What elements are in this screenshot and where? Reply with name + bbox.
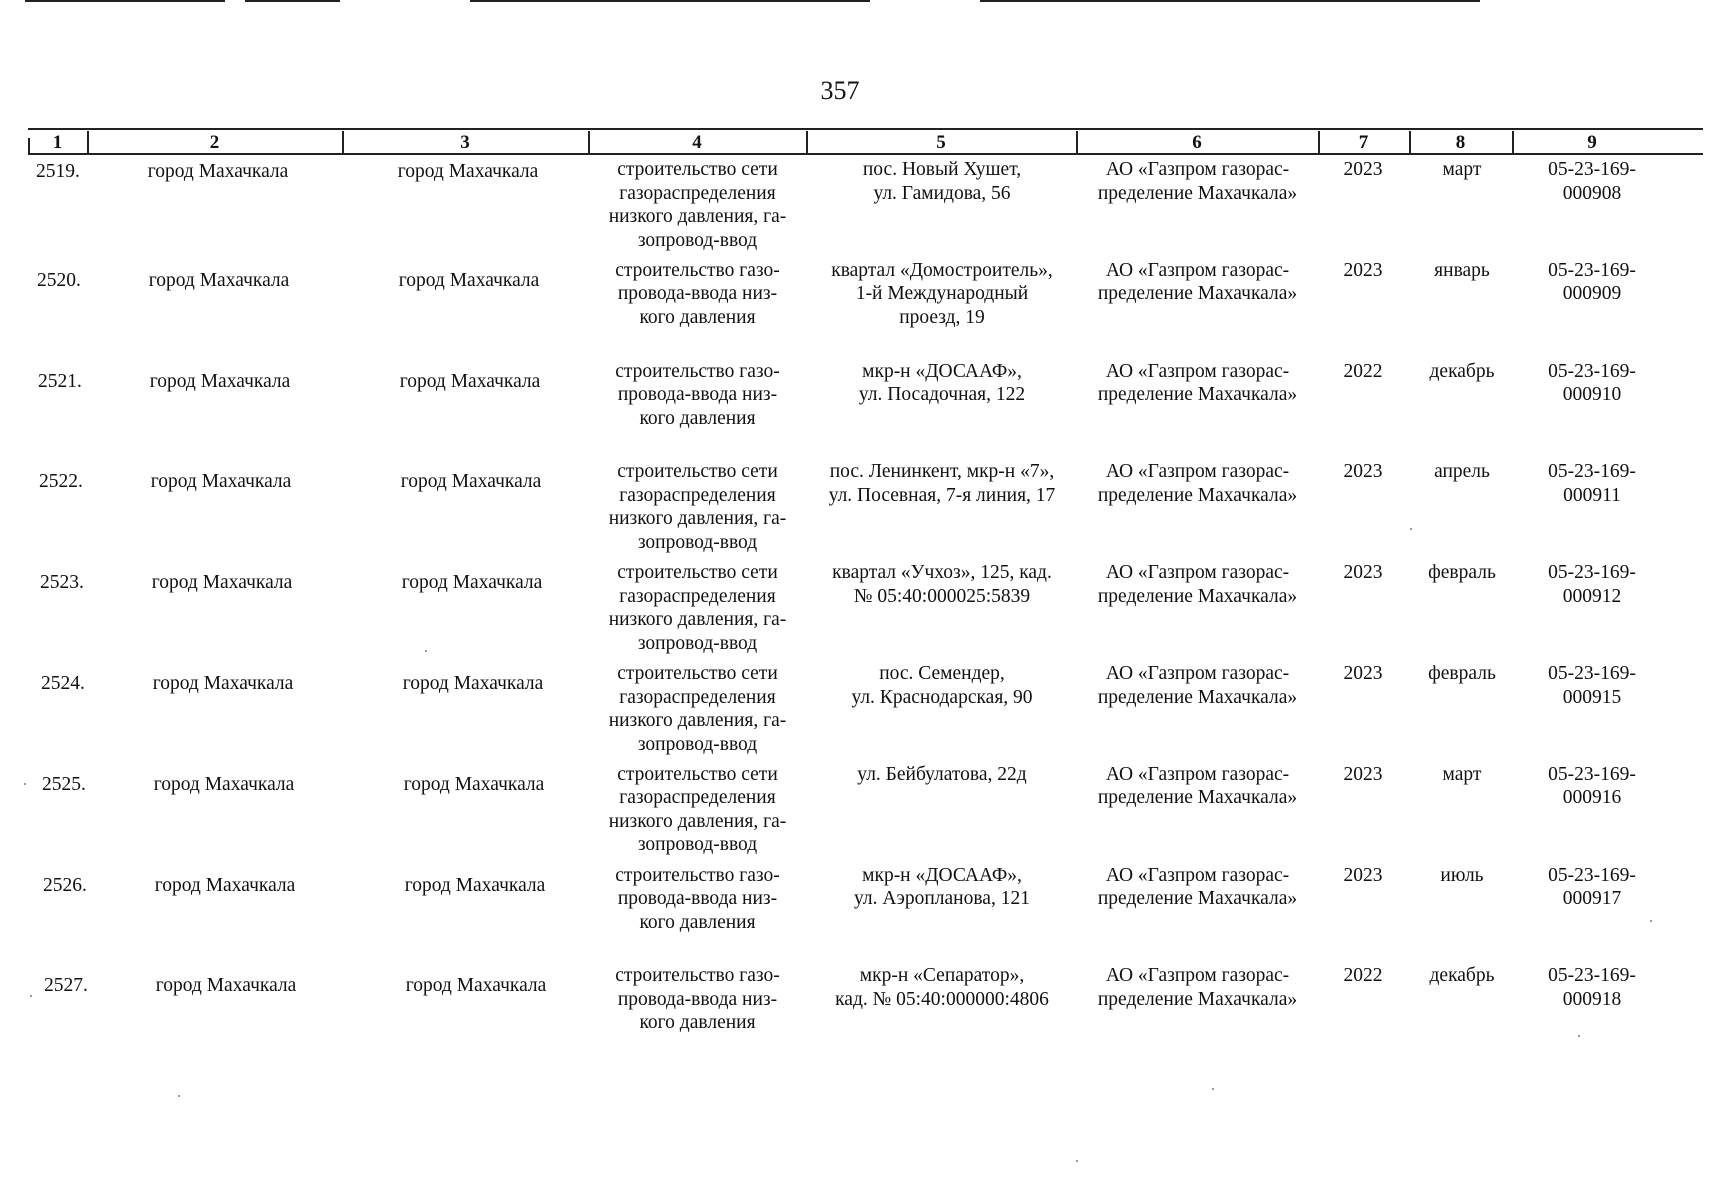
scan-edge-mark	[980, 0, 1480, 2]
scan-speck	[1650, 920, 1652, 922]
settlement-cell: город Махачкала	[402, 673, 544, 694]
work-type-cell-line: газораспределения	[619, 182, 776, 204]
settlement-cell: город Махачкала	[399, 370, 541, 392]
municipality-cell: город Махачкала	[154, 874, 296, 896]
year-cell: 2022	[1343, 360, 1383, 382]
organization-cell	[1080, 964, 1315, 1011]
work-type-cell-line: строительство газо-	[615, 360, 780, 382]
code-cell-line: 05-23-169-	[1548, 562, 1636, 584]
header-cell-9: 9	[1587, 132, 1597, 153]
table-row	[0, 158, 1715, 259]
organization-cell	[1080, 158, 1315, 205]
work-type-cell-line: зопровод-ввод	[637, 531, 758, 553]
organization-cell-line: АО «Газпром газорас-	[1105, 461, 1290, 483]
organization-cell-line: пределение Махачкала»	[1097, 384, 1298, 406]
code-cell-line: 000917	[1562, 888, 1622, 910]
header-cell-8: 8	[1455, 132, 1466, 153]
settlement-cell: город Махачкала	[403, 773, 545, 795]
code-cell-line: 000910	[1562, 384, 1622, 406]
address-cell	[812, 864, 1072, 911]
work-type-cell-line: газораспределения	[619, 686, 776, 708]
work-type-cell-line: низкого давления, га-	[608, 508, 787, 530]
address-cell	[812, 460, 1072, 507]
code-cell-line: 000909	[1562, 283, 1622, 305]
work-type-cell-line: строительство сети	[617, 461, 778, 483]
organization-cell-line: пределение Махачкала»	[1097, 787, 1298, 809]
address-cell-line: квартал «Учхоз», 125, кад.	[832, 562, 1052, 584]
scan-speck	[1076, 1160, 1078, 1162]
address-cell	[812, 360, 1072, 407]
work-type-cell-line: строительство газо-	[615, 864, 780, 886]
code-cell-line: 000915	[1562, 686, 1622, 708]
organization-cell-line: АО «Газпром газорас-	[1105, 360, 1290, 382]
row-number: 2526.	[43, 874, 87, 896]
work-type-cell-line: газораспределения	[619, 585, 776, 607]
organization-cell	[1080, 259, 1315, 306]
code-cell-line: 05-23-169-	[1548, 259, 1636, 281]
work-type-cell-line: провода-ввода низ-	[617, 888, 778, 910]
work-type-cell-line: провода-ввода низ-	[617, 384, 778, 406]
month-cell: январь	[1434, 259, 1490, 281]
month-cell: март	[1442, 159, 1482, 180]
year-cell: 2022	[1343, 965, 1383, 987]
work-type-cell-line: строительство сети	[617, 159, 778, 180]
address-cell	[812, 259, 1072, 330]
header-cell-6: 6	[1192, 132, 1202, 153]
header-cell-3: 3	[460, 132, 470, 153]
table-row	[0, 561, 1715, 662]
header-divider	[1409, 131, 1411, 154]
header-divider	[588, 131, 590, 154]
year-cell: 2023	[1343, 461, 1383, 483]
municipality-cell: город Махачкала	[151, 572, 293, 594]
code-cell-line: 000918	[1562, 988, 1622, 1010]
address-cell-line: пос. Новый Хушет,	[862, 159, 1022, 180]
row-number: 2522.	[39, 471, 83, 493]
settlement-cell: город Махачкала	[397, 161, 539, 182]
year-cell: 2023	[1343, 663, 1383, 684]
address-cell-line: пос. Семендер,	[879, 663, 1005, 684]
header-top-rule	[28, 128, 1703, 130]
scan-speck	[1410, 528, 1412, 530]
row-number: 2524.	[41, 673, 85, 694]
code-cell-line: 05-23-169-	[1548, 965, 1636, 987]
organization-cell-line: АО «Газпром газорас-	[1105, 663, 1290, 684]
scan-speck	[24, 783, 26, 785]
header-divider	[1076, 131, 1078, 154]
month-cell: февраль	[1428, 663, 1496, 684]
header-divider	[342, 131, 344, 154]
work-type-cell-line: кого давления	[639, 1012, 756, 1034]
address-cell	[812, 158, 1072, 205]
address-cell-line: ул. Краснодарская, 90	[851, 686, 1033, 708]
header-cell-4: 4	[692, 132, 702, 153]
scan-speck	[425, 650, 427, 652]
work-type-cell-line: низкого давления, га-	[608, 810, 787, 832]
address-cell-line: ул. Аэропланова, 121	[854, 888, 1030, 910]
work-type-cell-line: зопровод-ввод	[637, 733, 758, 755]
organization-cell-line: пределение Махачкала»	[1097, 182, 1298, 204]
table-row	[0, 662, 1715, 763]
code-cell-line: 000916	[1562, 787, 1622, 809]
work-type-cell	[590, 864, 805, 935]
municipality-cell: город Махачкала	[148, 269, 290, 291]
work-type-cell-line: газораспределения	[619, 484, 776, 506]
organization-cell-line: пределение Махачкала»	[1097, 686, 1298, 708]
work-type-cell-line: кого давления	[639, 407, 756, 429]
work-type-cell-line: строительство сети	[617, 763, 778, 785]
work-type-cell	[590, 763, 805, 857]
address-cell	[812, 763, 1072, 787]
settlement-cell: город Махачкала	[401, 572, 543, 594]
address-cell-line: проезд, 19	[899, 306, 985, 328]
table-row	[0, 864, 1715, 965]
table-row	[0, 964, 1715, 1065]
address-cell-line: 1-й Международный	[855, 283, 1029, 305]
address-cell-line: пос. Ленинкент, мкр-н «7»,	[829, 461, 1055, 483]
organization-cell-line: пределение Махачкала»	[1097, 888, 1298, 910]
organization-cell	[1080, 360, 1315, 407]
code-cell-line: 000911	[1563, 484, 1621, 506]
code-cell-line: 05-23-169-	[1548, 763, 1636, 785]
address-cell-line: мкр-н «ДОСААФ»,	[862, 864, 1022, 886]
organization-cell	[1080, 662, 1315, 709]
work-type-cell-line: провода-ввода низ-	[617, 283, 778, 305]
organization-cell	[1080, 763, 1315, 810]
work-type-cell-line: зопровод-ввод	[637, 834, 758, 856]
address-cell-line: № 05:40:000025:5839	[853, 585, 1031, 607]
table-row	[0, 259, 1715, 360]
code-cell	[1512, 360, 1672, 407]
organization-cell-line: АО «Газпром газорас-	[1105, 562, 1290, 584]
header-divider	[806, 131, 808, 154]
address-cell	[812, 561, 1072, 608]
row-number: 2521.	[38, 370, 82, 392]
scan-speck	[30, 995, 32, 997]
organization-cell-line: АО «Газпром газорас-	[1105, 965, 1290, 987]
work-type-cell-line: низкого давления, га-	[608, 710, 787, 731]
work-type-cell	[590, 360, 805, 431]
header-cell-5: 5	[936, 132, 946, 153]
organization-cell	[1080, 561, 1315, 608]
work-type-cell-line: низкого давления, га-	[608, 609, 787, 631]
organization-cell-line: АО «Газпром газорас-	[1105, 159, 1290, 180]
table-row	[0, 360, 1715, 461]
work-type-cell	[590, 662, 805, 756]
work-type-cell-line: зопровод-ввод	[637, 229, 758, 251]
work-type-cell	[590, 259, 805, 330]
work-type-cell-line: строительство газо-	[615, 965, 780, 987]
header-divider	[28, 138, 30, 154]
address-cell	[812, 964, 1072, 1011]
organization-cell-line: пределение Махачкала»	[1097, 283, 1298, 305]
municipality-cell: город Махачкала	[147, 161, 289, 182]
table-row	[0, 763, 1715, 864]
address-cell	[812, 662, 1072, 709]
work-type-cell	[590, 964, 805, 1035]
organization-cell-line: АО «Газпром газорас-	[1105, 259, 1290, 281]
organization-cell-line: пределение Махачкала»	[1097, 484, 1298, 506]
organization-cell	[1080, 460, 1315, 507]
work-type-cell-line: газораспределения	[619, 787, 776, 809]
organization-cell	[1080, 864, 1315, 911]
header-cell-2: 2	[209, 132, 220, 153]
row-number: 2519.	[36, 161, 80, 182]
code-cell-line: 000912	[1562, 585, 1622, 607]
address-cell-line: ул. Бейбулатова, 22д	[857, 763, 1027, 785]
row-number: 2527.	[44, 975, 88, 997]
row-number: 2523.	[40, 572, 84, 594]
year-cell: 2023	[1343, 259, 1383, 281]
month-cell: февраль	[1428, 562, 1496, 584]
code-cell	[1512, 964, 1672, 1011]
address-cell-line: мкр-н «Сепаратор»,	[859, 965, 1025, 987]
code-cell	[1512, 158, 1672, 205]
scan-edge-mark	[25, 0, 225, 2]
address-cell-line: кад. № 05:40:000000:4806	[835, 988, 1049, 1010]
table-row	[0, 460, 1715, 561]
year-cell: 2023	[1343, 562, 1383, 584]
municipality-cell: город Махачкала	[152, 673, 294, 694]
address-cell-line: ул. Гамидова, 56	[873, 182, 1011, 204]
address-cell-line: мкр-н «ДОСААФ»,	[862, 360, 1022, 382]
header-cell-1: 1	[52, 132, 63, 153]
scan-speck	[1212, 1088, 1214, 1090]
code-cell-line: 05-23-169-	[1548, 461, 1636, 483]
municipality-cell: город Махачкала	[155, 975, 297, 997]
code-cell-line: 05-23-169-	[1548, 360, 1636, 382]
settlement-cell: город Махачкала	[400, 471, 542, 493]
month-cell: март	[1442, 763, 1482, 785]
settlement-cell: город Махачкала	[404, 874, 546, 896]
address-cell-line: ул. Посевная, 7-я линия, 17	[828, 484, 1056, 506]
work-type-cell-line: строительство сети	[617, 663, 778, 684]
settlement-cell: город Махачкала	[398, 269, 540, 291]
code-cell	[1512, 662, 1672, 709]
year-cell: 2023	[1343, 763, 1383, 785]
work-type-cell-line: провода-ввода низ-	[617, 988, 778, 1010]
work-type-cell-line: низкого давления, га-	[608, 206, 787, 227]
code-cell-line: 05-23-169-	[1548, 159, 1636, 180]
year-cell: 2023	[1343, 864, 1383, 886]
work-type-cell-line: кого давления	[639, 911, 756, 933]
header-cell-7: 7	[1358, 132, 1369, 153]
code-cell	[1512, 561, 1672, 608]
code-cell-line: 05-23-169-	[1548, 663, 1636, 684]
organization-cell-line: пределение Махачкала»	[1097, 585, 1298, 607]
scan-edge-mark	[245, 0, 340, 2]
row-number: 2520.	[37, 269, 81, 291]
year-cell: 2023	[1343, 159, 1383, 180]
work-type-cell-line: кого давления	[639, 306, 756, 328]
work-type-cell-line: строительство сети	[617, 562, 778, 584]
month-cell: июль	[1440, 864, 1484, 886]
month-cell: декабрь	[1429, 965, 1495, 987]
organization-cell-line: АО «Газпром газорас-	[1105, 864, 1290, 886]
organization-cell-line: АО «Газпром газорас-	[1105, 763, 1290, 785]
work-type-cell-line: зопровод-ввод	[637, 632, 758, 654]
scan-speck	[1578, 1035, 1580, 1037]
page-number: 357	[820, 76, 860, 105]
work-type-cell	[590, 561, 805, 655]
code-cell-line: 05-23-169-	[1548, 864, 1636, 886]
month-cell: декабрь	[1429, 360, 1495, 382]
header-divider	[1512, 131, 1514, 154]
scan-speck	[178, 1095, 180, 1097]
month-cell: апрель	[1434, 461, 1490, 483]
work-type-cell-line: строительство газо-	[615, 259, 780, 281]
scan-edge-mark	[470, 0, 870, 2]
work-type-cell	[590, 158, 805, 252]
code-cell	[1512, 763, 1672, 810]
municipality-cell: город Махачкала	[149, 370, 291, 392]
header-divider	[87, 131, 89, 154]
work-type-cell	[590, 460, 805, 554]
municipality-cell: город Махачкала	[153, 773, 295, 795]
organization-cell-line: пределение Махачкала»	[1097, 988, 1298, 1010]
address-cell-line: ул. Посадочная, 122	[858, 384, 1026, 406]
code-cell	[1512, 259, 1672, 306]
settlement-cell: город Махачкала	[405, 975, 547, 997]
row-number: 2525.	[42, 773, 86, 795]
code-cell	[1512, 460, 1672, 507]
municipality-cell: город Махачкала	[150, 471, 292, 493]
address-cell-line: квартал «Домостроитель»,	[831, 259, 1053, 281]
code-cell-line: 000908	[1562, 182, 1622, 204]
header-divider	[1318, 131, 1320, 154]
code-cell	[1512, 864, 1672, 911]
